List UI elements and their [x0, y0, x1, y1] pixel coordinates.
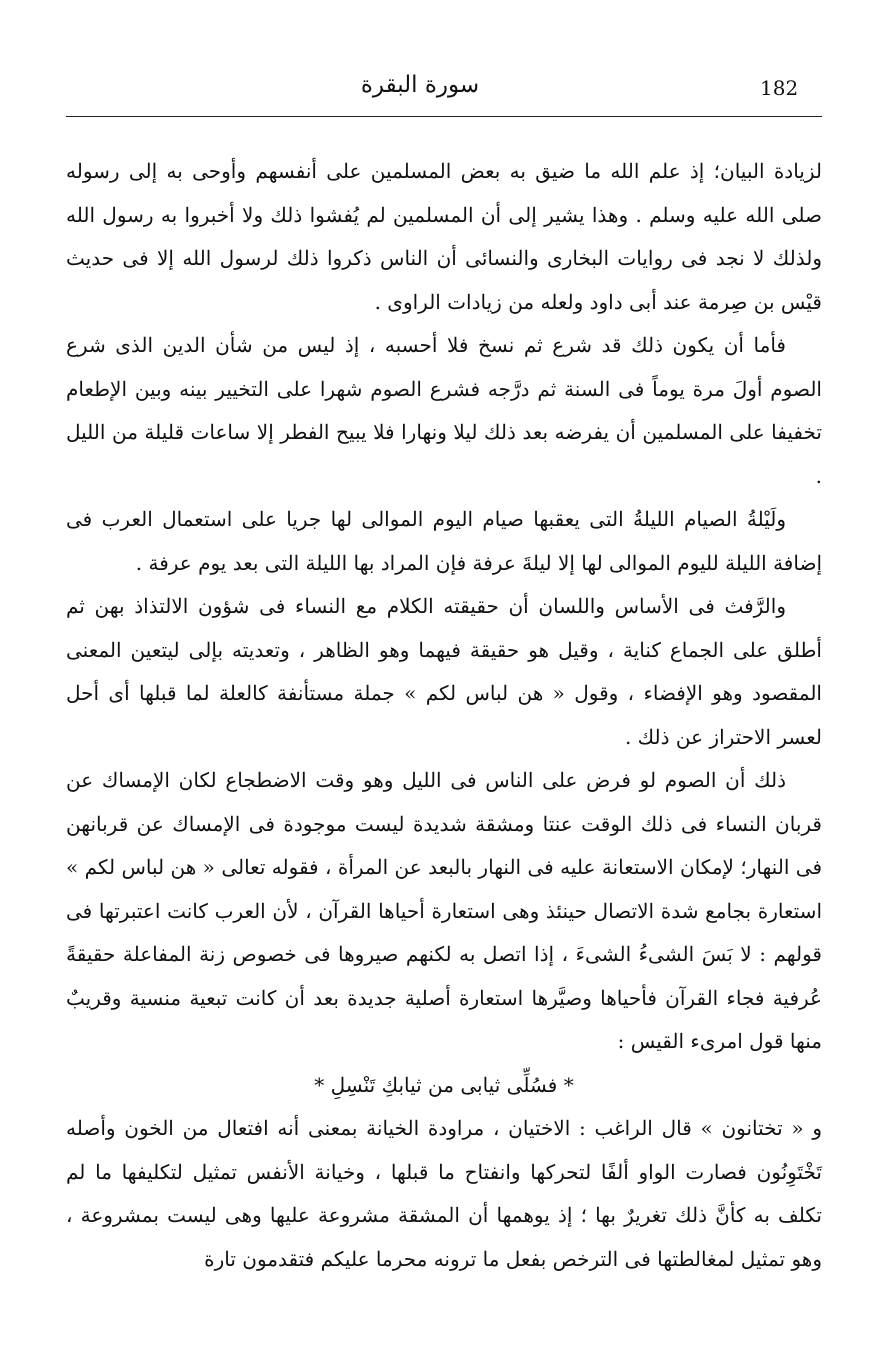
page-number: 182	[760, 76, 799, 100]
paragraph-6: و « تختانون » قال الراغب : الاختيان ، مراودة الخيانة بمعنى أنه افتعال من الخون وأصله تَخْتَوِنُون فصارت الواو ألفًا لتحركها وانفتاح ما قبلها ، وخيانة الأنفس تمثيل لتكليفها ما لم تكلف به كأنَّ ذلك تغريرٌ بها ؛ إذ يوهمها أن المشقة مشروعة عليها وهى ليست بمشروعة ، وهو تمثيل لمغالطتها فى الترخص بفعل ما ترونه محرما عليكم فتقدمون تارة	[66, 1116, 822, 1271]
paragraph-3: ولَيْلةُ الصيام الليلةُ التى يعقبها صيام اليوم الموالى لها جريا على استعمال العرب فى إضافة الليلة لليوم الموالى لها إلا ليلةَ عرفة فإن المراد بها الليلة التى بعد يوم عرفة .	[66, 507, 822, 575]
paragraph-5: ذلك أن الصوم لو فرض على الناس فى الليل وهو وقت الاضطجاع لكان الإمساك عن قربان النساء فى ذلك الوقت عنتا ومشقة شديدة ليست موجودة فى الإمساك عن قربانهن فى النهار؛ لإمكان الاستعانة عليه فى النهار بالبعد عن المرأة ، فقوله تعالى « هن لباس لكم » استعارة بجامع شدة الاتصال حينئذ وهى استعارة أحياها القرآن ، لأن العرب كانت اعتبرتها فى قولهم : لا بَسَ الشىءُ الشىءَ ، إذا اتصل به لكنهم صيروها فى خصوص زنة المفاعلة حقيقةً عُرفية فجاء القرآن فأحياها وصيَّرها استعارة أصلية جديدة بعد أن كانت تبعية منسية وقريبٌ منها قول امرىء القيس :	[66, 768, 822, 1053]
running-title: سورة البقرة	[360, 72, 480, 98]
paragraph-4: والرَّفث فى الأساس واللسان أن حقيقته الكلام مع النساء فى شؤون الالتذاذ بهن ثم أطلق على الجماع كناية ، وقيل هو حقيقة فيهما وهو الظاهر ، وتعديته بإلى ليتعين المعنى المقصود وهو الإفضاء ، وقول « هن لباس لكم » جملة مستأنفة كالعلة لما قبلها أى أحل لعسر الاحتراز عن ذلك .	[66, 594, 822, 749]
paragraph-1: لزيادة البيان؛ إذ علم الله ما ضيق به بعض المسلمين على أنفسهم وأوحى به إلى رسوله صلى الله عليه وسلم . وهذا يشير إلى أن المسلمين لم يُفشوا ذلك ولا أخبروا به رسول الله ولذلك لا نجد فى روايات البخارى والنسائى أن الناس ذكروا ذلك لرسول الله إلا فى حديث قيْس بن صِرمة عند أبى داود ولعله من زيادات الراوى .	[66, 159, 822, 314]
body-text	[66, 150, 822, 1281]
paragraph-2: فأما أن يكون ذلك قد شرع ثم نسخ فلا أحسبه ، إذ ليس من شأن الدين الذى شرع الصوم أولَ مرة يوماً فى السنة ثم درَّجه فشرع الصوم شهرا على التخيير بينه وبين الإطعام تخفيفا على المسلمين أن يفرضه بعد ذلك ليلا ونهارا فلا يبيح الفطر إلا ساعات قليلة من الليل .	[66, 333, 822, 488]
poetry-verse: * فسُلِّى ثيابى من ثيابكِ تَنْسِلِ *	[314, 1072, 574, 1097]
header-divider	[66, 116, 822, 117]
